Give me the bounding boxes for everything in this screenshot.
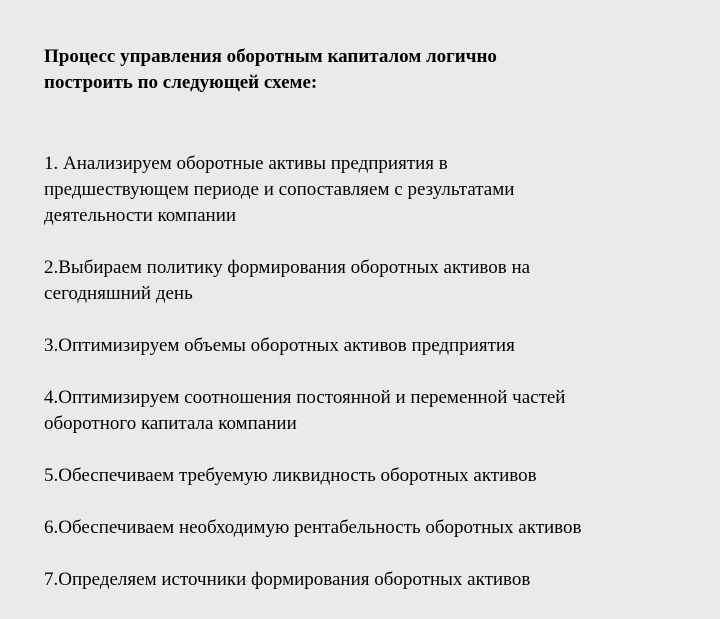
step-item-1: 1. Анализируем оборотные активы предприятия в предшествующем периоде и сопоставляем с результатами деятельности компании	[44, 153, 515, 226]
steps-list	[44, 125, 704, 619]
step-item-4: 4.Оптимизируем соотношения постоянной и переменной частей оборотного капитала компании	[44, 387, 566, 434]
step-item-3: 3.Оптимизируем объемы оборотных активов предприятия	[44, 335, 515, 356]
step-item-5: 5.Обеспечиваем требуемую ликвидность оборотных активов	[44, 465, 537, 486]
step-item-7: 7.Определяем источники формирования оборотных активов	[44, 569, 531, 590]
step-item-2: 2.Выбираем политику формирования оборотных активов на сегодняшний день	[44, 257, 531, 304]
step-item-6: 6.Обеспечиваем необходимую рентабельность оборотных активов	[44, 517, 582, 538]
slide-title: Процесс управления оборотным капиталом логично построить по следующей схеме:	[44, 46, 497, 93]
